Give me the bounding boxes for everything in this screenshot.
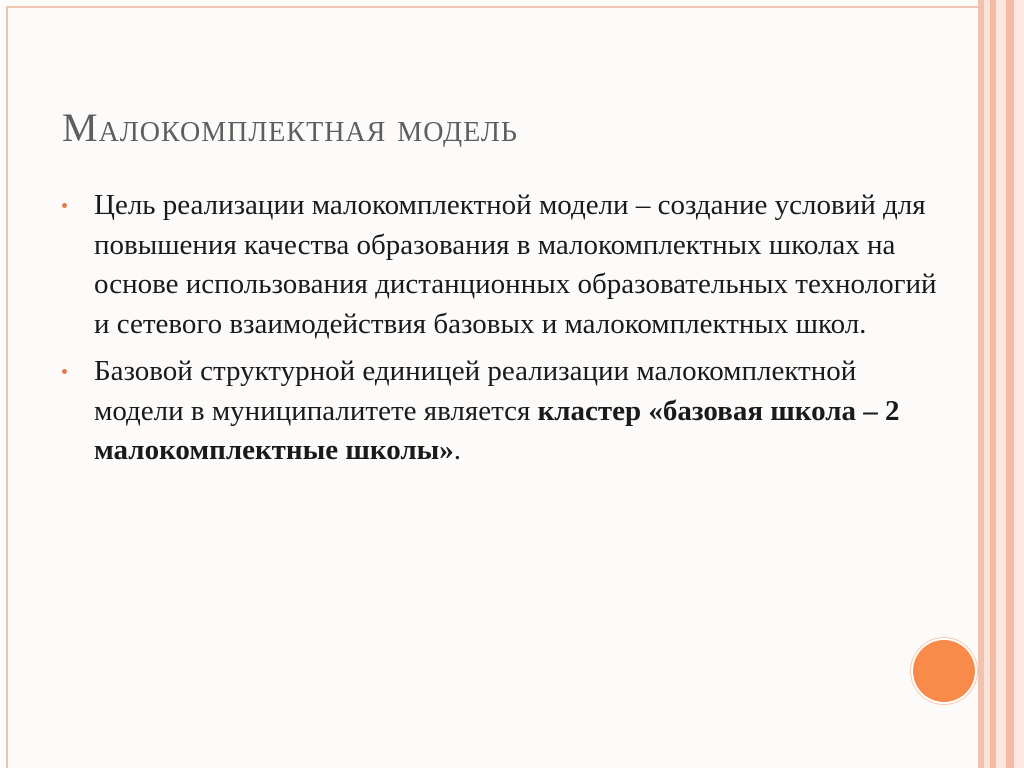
- bullet-list: [62, 186, 942, 479]
- bullet-item: [62, 352, 942, 471]
- slide-title: Малокомплектная модель: [62, 105, 518, 150]
- decorative-stripe: [996, 0, 1006, 768]
- bullet-text-end: .: [453, 434, 461, 466]
- decorative-stripe: [1006, 0, 1014, 768]
- decorative-stripe: [1014, 0, 1024, 768]
- bullet-text: Цель реализации малокомплектной модели – создание условий для повышения качества образования в малокомплектных школах на основе использования дистанционных образовательных технологий и сетевого взаимодействия базовых и малокомплектных школ.: [94, 189, 937, 340]
- decorative-circle: [913, 640, 975, 702]
- bullet-text-bold: кластер «базовая школа – 2 малокомплектные школы»: [94, 394, 900, 466]
- bullet-text: Базовой структурной единицей реализации малокомплектной модели в муниципалитете является: [94, 355, 857, 427]
- bullet-icon: [62, 369, 67, 374]
- bullet-icon: [62, 203, 67, 208]
- bullet-item: [62, 186, 942, 344]
